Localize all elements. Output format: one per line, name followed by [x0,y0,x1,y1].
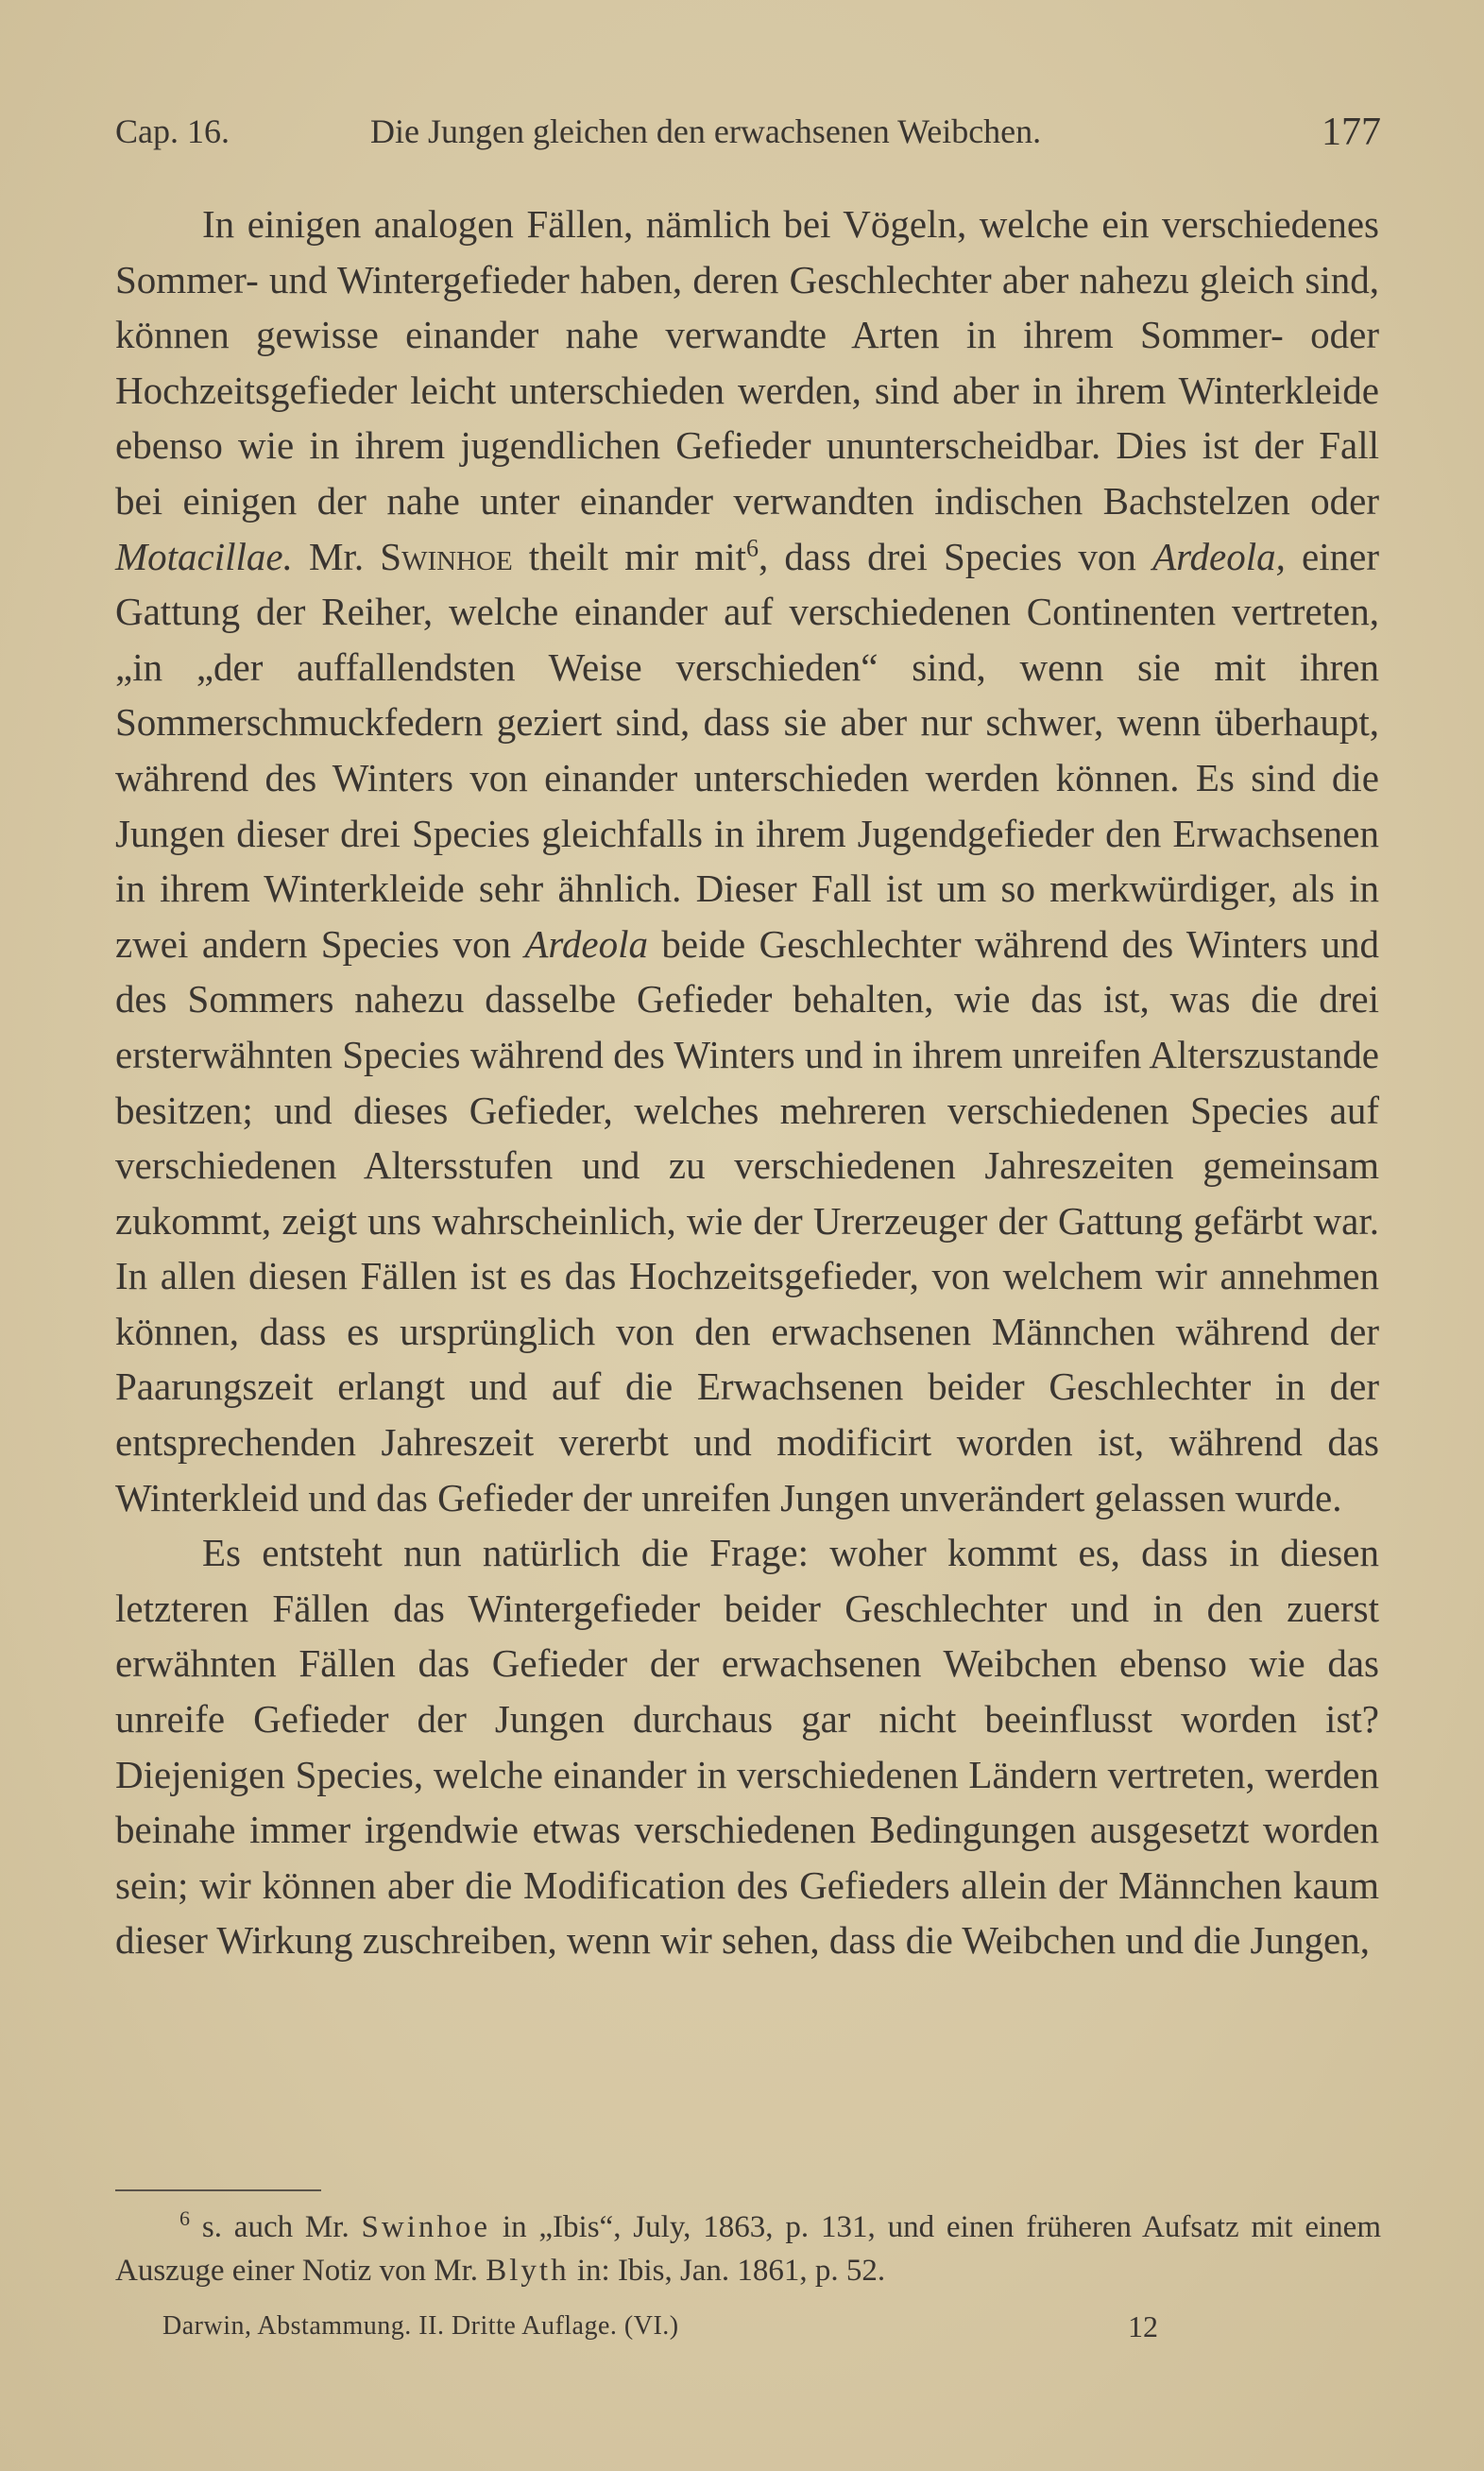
footnote-ref: 6 [745,533,759,561]
text-run: einer Gattung der Reiher, welche einander auf verschiedenen Continenten vertreten, „in „der auffallendsten Weise verschieden“ sind, wenn sie mit ihren Sommerschmuckfedern geziert sind, dass sie aber nur schwer, wenn überhaupt, während des Winters von einander unterschieden werden können. Es sind die Jungen dieser drei Species gleichfalls in ihrem Jugendgefieder den Erwachsenen in ihrem Winterkleide sehr ähnlich. Dieser Fall ist um so merkwürdiger, als in zwei andern Species von [115,534,1379,966]
small-caps-name: Swinhoe [380,534,513,578]
chapter-label: Cap. 16. [115,112,230,150]
footnote-text [115,2210,1381,2288]
footnotes [115,2205,1381,2292]
italic-term: Ardeola, [1152,534,1286,578]
footnote [115,2205,1381,2292]
text-run: Mr. [292,534,381,578]
text-run: beide Geschlechter während des Winters und des Sommers nahezu dasselbe Gefieder behalten, wie das ist, was die drei ersterwähnten Species während des Winters und in ihrem unreifen Alterszustande besitzen; und dieses Gefieder, welches mehreren verschiedenen Species auf verschiedenen Altersstufen und zu verschiedenen Jahreszeiten gemeinsam zukommt, zeigt uns wahrscheinlich, wie der Urerzeuger der Gattung gefärbt war. In allen diesen Fällen ist es das Hochzeitsgefieder, von welchem wir annehmen können, dass es ursprünglich von den erwachsenen Männchen während der Paarungszeit erlangt und auf die Erwachsenen beider Geschlechter in der entsprechenden Jahreszeit vererbt und modificirt worden ist, während das Winterkleid und das Gefieder der unreifen Jungen unverändert gelassen wurde. [115,921,1380,1519]
spaced-name: Blyth [486,2254,570,2288]
italic-term: Motacillae. [115,534,293,578]
footnote-number: 6 [179,2206,190,2230]
text-run: , dass drei Species von [758,534,1153,578]
running-title: Die Jungen gleichen den erwachsenen Weibchen. [370,112,1042,150]
signature-number: 12 [1128,2309,1158,2343]
running-header [115,112,1381,159]
text-run: Es entsteht nun natürlich die Frage: woher kommt es, dass in diesen letzteren Fällen das Wintergefieder beider Geschlechter und in den zuerst erwähnten Fällen das Gefieder der erwachsenen Weibchen ebenso wie das unreife Gefieder der Jungen durchaus gar nicht beeinflusst worden ist? Diejenigen Species, welche einander in verschiedenen Ländern vertreten, werden beinahe immer irgendwie etwas verschiedenen Bedingungen ausgesetzt worden sein; wir können aber die Modification des Gefieders allein der Männchen kaum dieser Wirkung zuschreiben, wenn wir sehen, dass die Weibchen und die Jungen, [115,1531,1379,1963]
signature-text: Darwin, Abstammung. II. Dritte Auflage. (VI.) [162,2311,679,2341]
main-text [115,197,1379,1968]
text-run: In einigen analogen Fällen, nämlich bei Vögeln, welche ein verschiedenes Sommer- und Wintergefieder haben, deren Geschlechter aber nahezu gleich sind, können gewisse einander nahe verwandte Arten in ihrem Sommer- oder Hochzeitsgefieder leicht unterschieden werden, sind aber in ihrem Winterkleide ebenso wie in ihrem jugendlichen Gefieder ununterscheidbar. Dies ist der Fall bei einigen der nahe unter einander verwandten indischen Bachstelzen oder [115,202,1379,523]
spaced-name: Swinhoe [361,2210,491,2244]
italic-term: Ardeola [524,921,648,966]
text-run: s. auch Mr. [190,2210,362,2244]
footnote-divider [115,2189,321,2191]
paragraph [115,197,1379,1525]
text-run: in „Ibis“, July, 1863, p. 131, und einen früheren Aufsatz mit einem Auszuge einer Notiz von Mr. [115,2210,1381,2288]
page-number: 177 [1322,111,1381,154]
text-run: in: Ibis, Jan. 1861, p. 52. [569,2254,886,2288]
paragraph [115,1525,1379,1968]
text-run: theilt mir mit [512,534,746,578]
